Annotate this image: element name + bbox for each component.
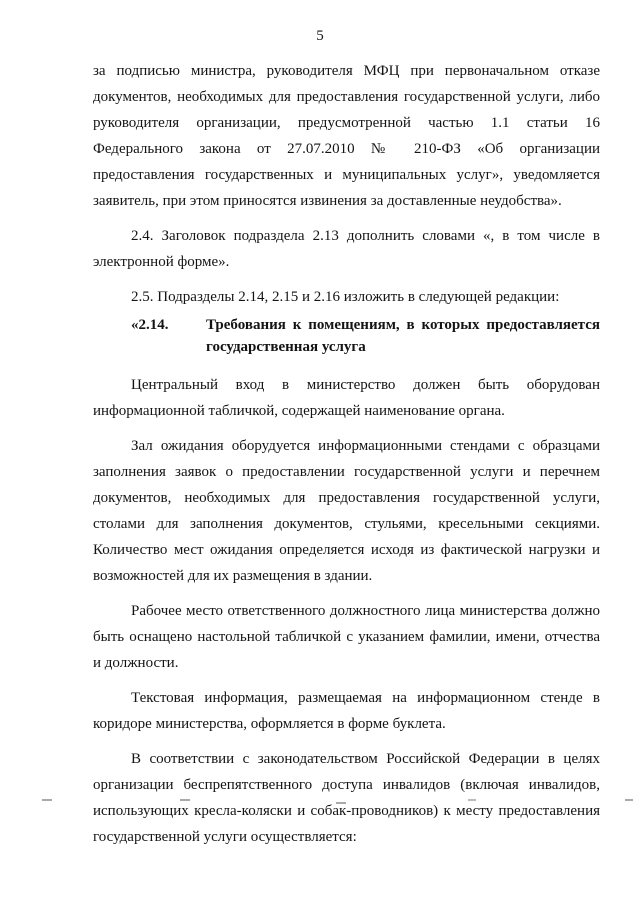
page-number: 5 [316,28,324,44]
section-heading-text: Требования к помещениям, в которых предоставляется государственная услуга [206,317,600,355]
paragraph-accessibility: В соответствии с законодательством Российской Федерации в целях организации беспрепятственного доступа инвалидов (включая инвалидов, использующих кресла-коляски и собак-проводников) к месту предоставления государственной услуги осуществляется: [93,751,600,845]
paragraph-waiting-hall: Зал ожидания оборудуется информационными стендами с образцами заполнения заявок о предоставлении государственной услуги и перечнем документов, необходимых для предоставления государственной услуги, столами для заполнения документов, стульями, кресельными секциями. Количество мест ожидания определяется исходя из фактической нагрузки и возможностей для их размещения в здании. [93,438,600,584]
paragraph-workplace: Рабочее место ответственного должностного лица министерства должно быть оснащено настольной табличкой с указанием фамилии, имени, отчества и должности. [93,603,600,671]
paragraph-item-2-4: 2.4. Заголовок подраздела 2.13 дополнить словами «, в том числе в электронной форме». [93,228,600,270]
paragraph-text-info: Текстовая информация, размещаемая на информационном стенде в коридоре министерства, оформляется в форме буклета. [93,690,600,732]
section-heading-number: «2.14. [131,317,169,333]
paragraph-item-2-5: 2.5. Подразделы 2.14, 2.15 и 2.16 изложить в следующей редакции: [131,289,560,305]
paragraph-entrance: Центральный вход в министерство должен быть оборудован информационной табличкой, содержащей наименование органа. [93,377,600,419]
paragraph-continuation: за подписью министра, руководителя МФЦ при первоначальном отказе документов, необходимых для предоставления государственной услуги, либо руководителя организации, предусмотренной частью 1.1 статьи 16 Федерального закона от 27.07.2010 № 210-ФЗ «Об организации предоставления государственных и муниципальных услуг», уведомляется заявитель, при этом приносятся извинения за доставленные неудобства». [93,63,600,209]
